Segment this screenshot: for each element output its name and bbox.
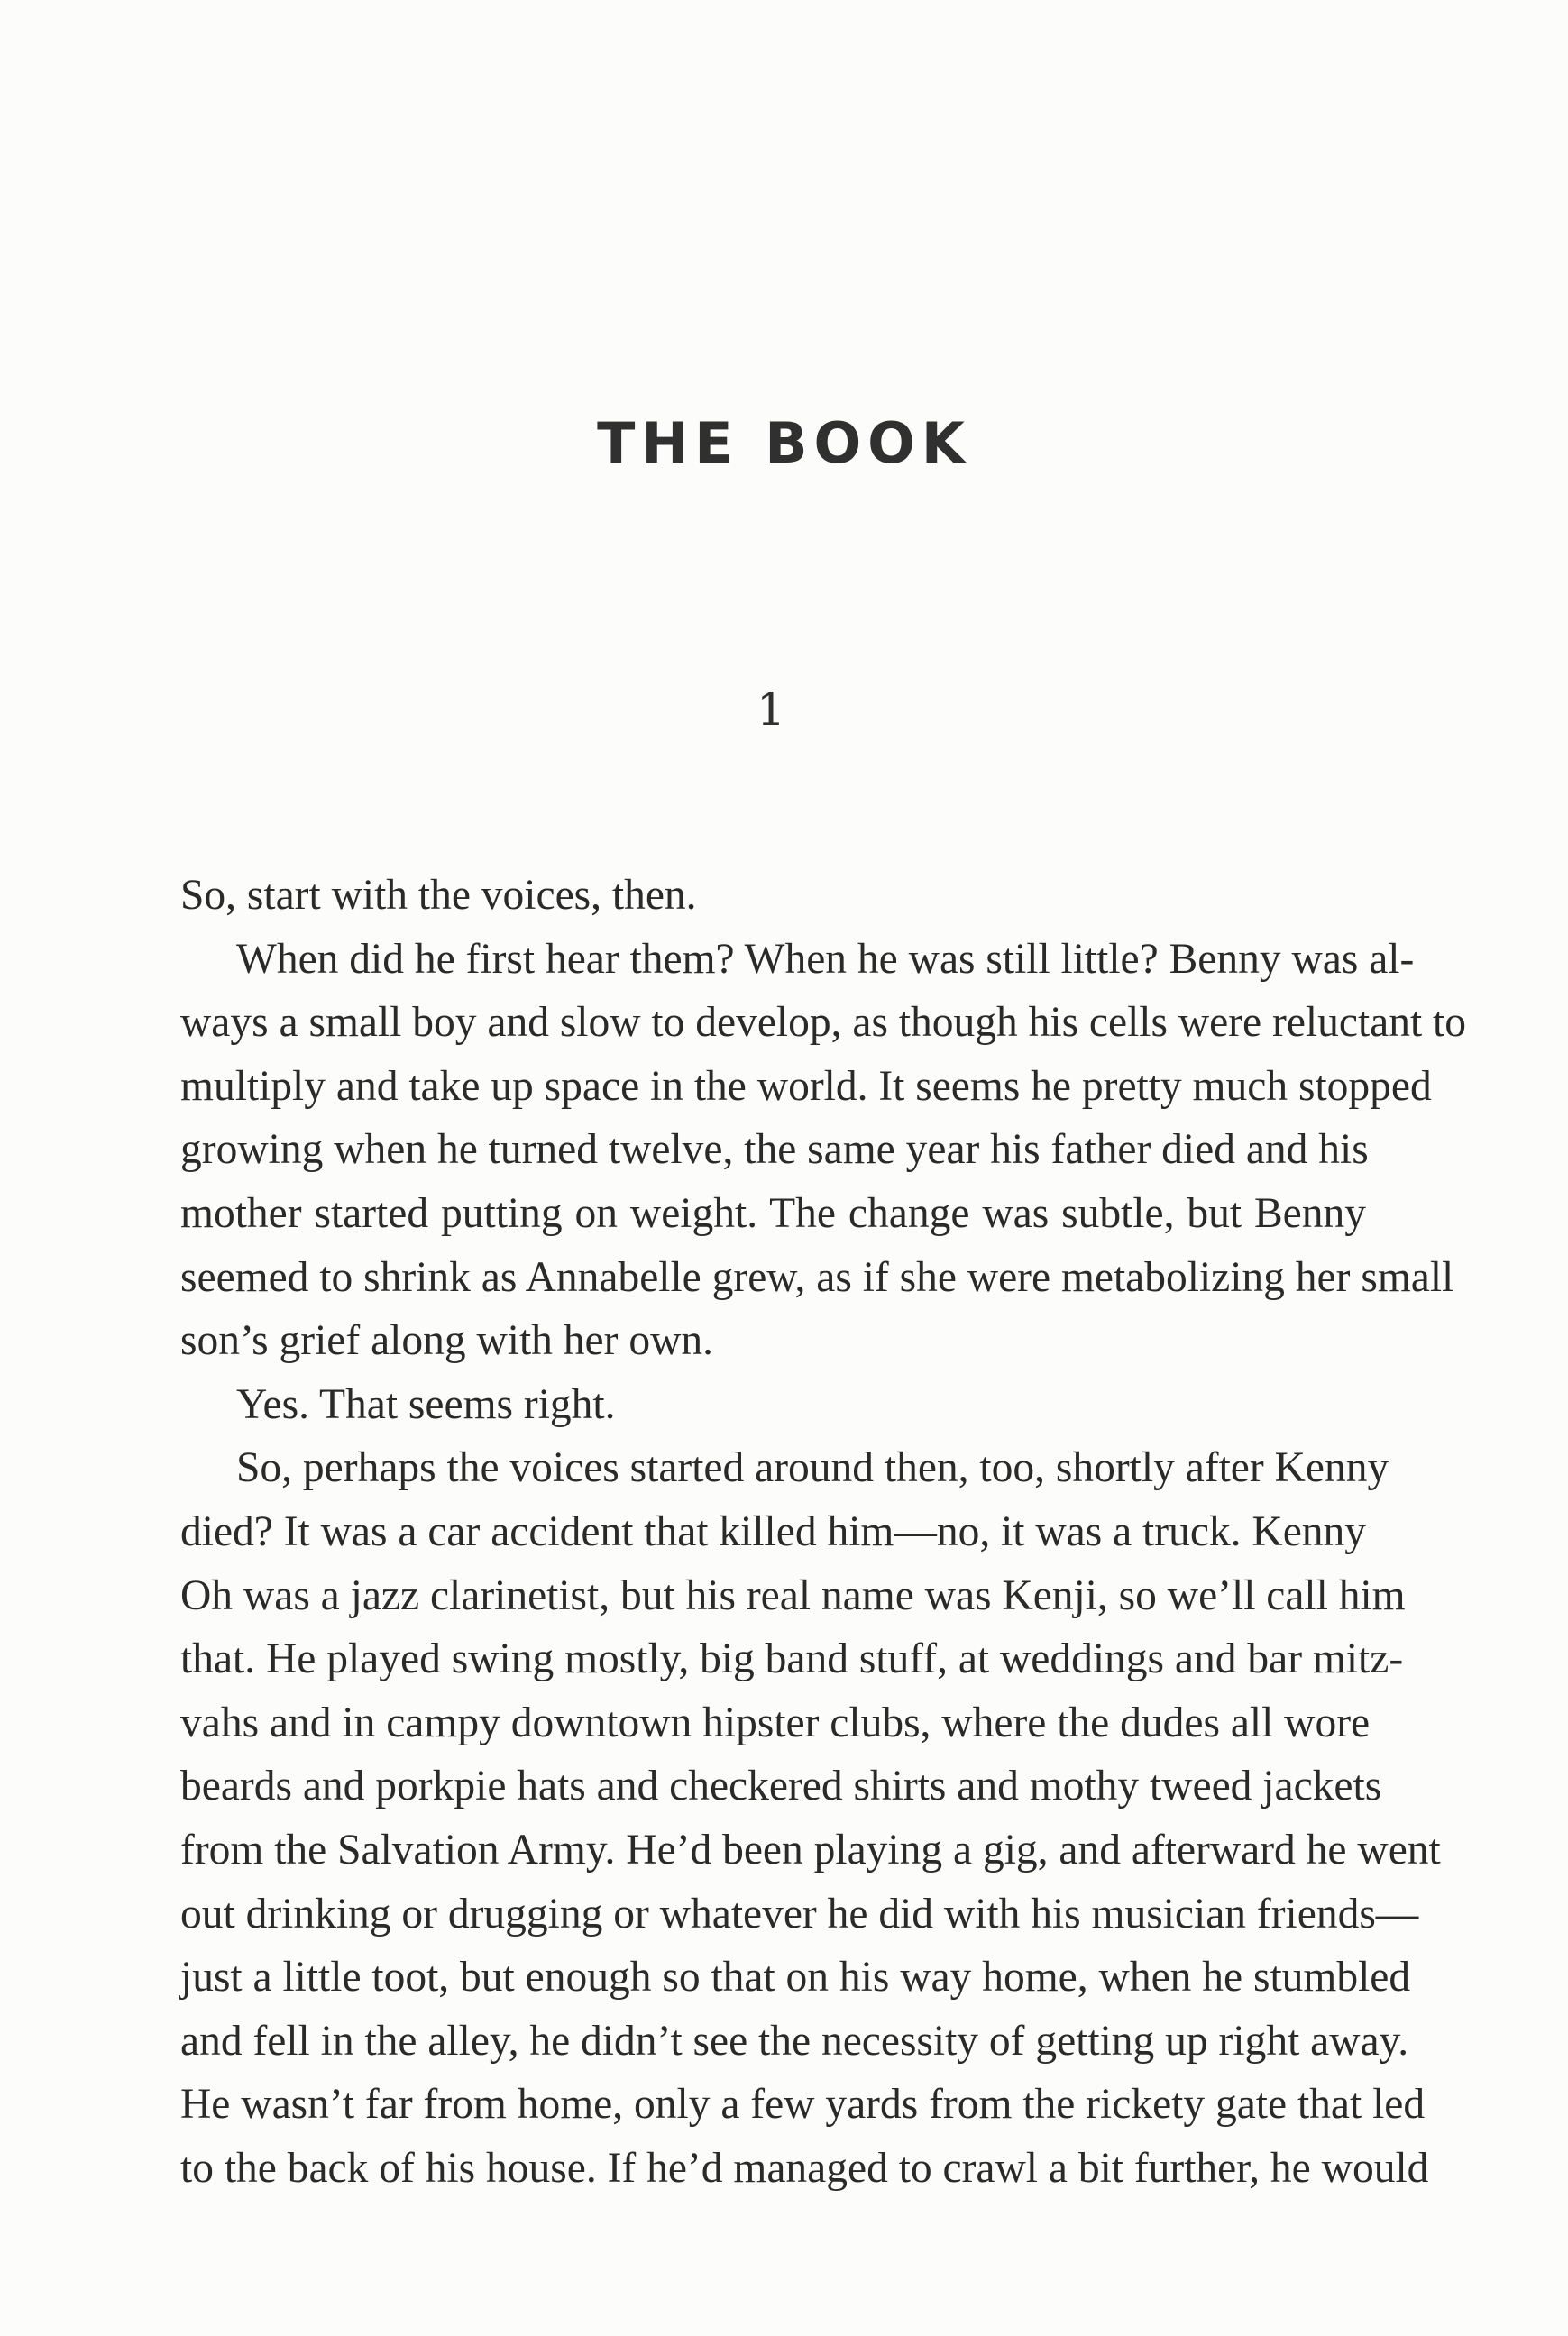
text-line: mother started putting on weight. The change was subtle, but Benny	[180, 1189, 1366, 1237]
text-line: multiply and take up space in the world. It seems he pretty much stopped	[180, 1062, 1432, 1110]
text-line: that. He played swing mostly, big band stuff, at weddings and bar mitz-	[180, 1635, 1404, 1683]
section-title: THE BOOK	[597, 410, 971, 476]
text-line: He wasn’t far from home, only a few yards from the rickety gate that led	[180, 2081, 1426, 2129]
text-line: out drinking or drugging or whatever he did with his musician friends—	[180, 1890, 1419, 1938]
body-text	[180, 864, 1466, 2200]
text-line: vahs and in campy downtown hipster clubs, where the dudes all wore	[180, 1699, 1371, 1746]
text-line: ways a small boy and slow to develop, as though his cells were reluctant to	[180, 999, 1466, 1047]
chapter-number: 1	[756, 683, 785, 736]
text-line: growing when he turned twelve, the same year his father died and his	[180, 1126, 1369, 1174]
text-line: to the back of his house. If he’d managed to crawl a bit further, he would	[180, 2144, 1429, 2192]
text-line: just a little toot, but enough so that on his way home, when he stumbled	[180, 1954, 1411, 2002]
text-line: So, start with the voices, then.	[180, 872, 697, 919]
text-line: son’s grief along with her own.	[180, 1317, 714, 1365]
text-line: from the Salvation Army. He’d been playing a gig, and afterward he went	[180, 1826, 1441, 1873]
text-line: Oh was a jazz clarinetist, but his real name was Kenji, so we’ll call him	[180, 1571, 1406, 1619]
text-line: seemed to shrink as Annabelle grew, as if she were metabolizing her small	[180, 1253, 1454, 1301]
text-line: and fell in the alley, he didn’t see the necessity of getting up right away.	[180, 2017, 1409, 2065]
text-line: died? It was a car accident that killed him—no, it was a truck. Kenny	[180, 1507, 1367, 1555]
text-line: Yes. That seems right.	[236, 1380, 616, 1428]
text-line: So, perhaps the voices started around then, too, shortly after Kenny	[236, 1444, 1389, 1492]
text-line: beards and porkpie hats and checkered shirts and mothy tweed jackets	[180, 1763, 1382, 1810]
text-line: When did he first hear them? When he was still little? Benny was al-	[236, 935, 1415, 983]
